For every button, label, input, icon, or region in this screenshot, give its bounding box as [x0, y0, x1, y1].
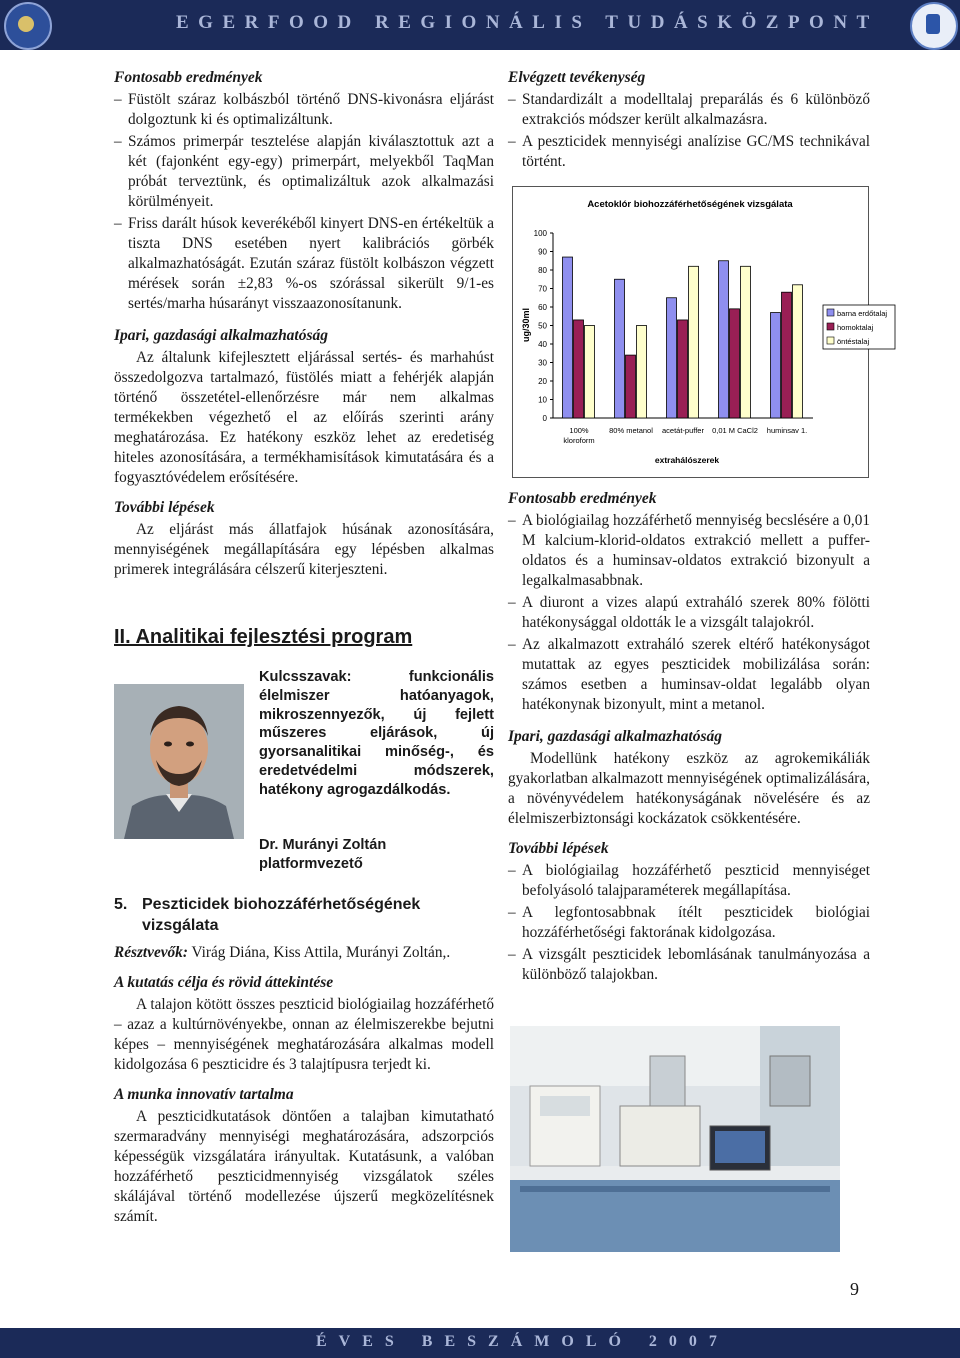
chart-legend-swatch [827, 323, 834, 330]
lab-photo [510, 1026, 840, 1252]
program-leader [259, 836, 386, 874]
chart-svg [513, 187, 888, 477]
left-next-text: Az eljárást más állatfajok húsának azonosítására, mennyiségének megállapítására egy lépésben alkalmas primerek integrálására célszerű kiterjeszteni. [114, 521, 494, 578]
page-number: 9 [850, 1279, 859, 1299]
chart-y-tick-label: 100 [533, 229, 547, 238]
done-list [508, 90, 870, 172]
chart-bar [626, 355, 636, 418]
chart-bar [741, 266, 751, 418]
chart-y-tick-label: 20 [538, 377, 547, 386]
participants-label: Résztvevők: [114, 944, 188, 961]
chart-legend-swatch [827, 337, 834, 344]
done-heading: Elvégzett tevékenység [508, 69, 646, 86]
footer-bar [0, 1328, 960, 1358]
chart-bar [678, 320, 688, 418]
chart-bar [615, 279, 625, 418]
chart-ylabel: ug/30ml [521, 307, 531, 343]
list-item: – A diuront a vizes alapú extraháló szerek 80% fölötti hatékonysággal oldották le a vizsgált talajokról. [508, 593, 870, 633]
header-title: EGERFOOD REGIONÁLIS TUDÁSKÖZPONT [176, 12, 879, 33]
chart-x-tick-label: kloroform [563, 436, 595, 445]
chart-bar [574, 320, 584, 418]
aim-heading: A kutatás célja és rövid áttekintése [114, 974, 334, 991]
chart-legend-label: barna erdőtalaj [837, 309, 888, 318]
right-column-lower [508, 489, 870, 987]
participants [114, 943, 494, 963]
chart-y-tick-label: 30 [538, 358, 547, 368]
list-item: – A legfontosabbnak ítélt peszticidek biológiai hozzáférhetőségi faktorának kidolgozása. [508, 903, 870, 943]
left-industry-text: Az általunk kifejlesztett eljárással sertés- és marhahúst összedolgozva tartalmazó, füstölés miatt a fehérjék alapján történő összetétel-ellenőrzésre már nem alkalmas termékekben végezhető el az előírás szerinti arány meghatározása. Ez hatékony eszköz lehet az eredetiség hiteles azonosítására, a termékhamisítások kimutatására és a fogyasztóvédelem erősítésére. [114, 349, 494, 486]
right-next-list [508, 861, 870, 985]
chart-y-tick-label: 80 [538, 266, 547, 275]
left-next-heading: További lépések [114, 499, 215, 516]
person-role: platformvezető [259, 855, 363, 872]
chart-x-tick-label: 0,01 M CaCl2 [712, 426, 758, 435]
list-item: – Az alkalmazott extraháló szerek eltérő hatékonyságot mutattak az egyes peszticidek mobilizálása során: számos esetben a huminsav-oldat legalább olyan hatékonynak bizonyult, mint a metanol. [508, 635, 870, 715]
chart-y-tick-label: 0 [542, 414, 547, 423]
list-item: – Friss darált húsok keverékéből kinyert DNS-en értékeltük a tiszta DNS esetében nyert kalibrációs görbék alkalmazhatóságát. Ezután száraz füstölt kolbászon végzett mérések során ±2,83 %-os szórással sikerült 9/1-es sertés/marha húsarányt visszaazonosítanunk. [114, 214, 494, 314]
left-column-upper [114, 68, 494, 580]
chart-y-tick-label: 10 [538, 395, 547, 405]
header-bar [0, 0, 960, 50]
right-industry-heading: Ipari, gazdasági alkalmazhatóság [508, 728, 723, 745]
chart-x-tick-label: huminsav 1. [766, 426, 808, 435]
chart-bar [730, 309, 740, 418]
chart-bar [782, 292, 792, 418]
chart-bar [793, 285, 803, 418]
chart-bar [563, 257, 573, 418]
chart-y-tick-label: 70 [538, 284, 547, 294]
project-title-line-2: vizsgálata [142, 917, 219, 934]
program-title: II. Analitikai fejlesztési program [114, 626, 413, 648]
list-item: – A peszticidek mennyiségi analízise GC/MS technikával történt. [508, 132, 870, 172]
chart-x-tick-label: 100% [569, 426, 589, 435]
chart-bar [771, 313, 781, 418]
chart-bar [667, 298, 677, 418]
chart-legend-swatch [827, 309, 834, 316]
university-logo-icon [4, 2, 52, 50]
chart-legend-label: homoktalaj [837, 323, 874, 332]
keywords: Kulcsszavak: funkcionális élelmiszer hatóanyagok, mikroszennyezők, új fejlett műszeres eljárások, új gyorsanalitikai minőség-, és eredetvédelmi módszerek, hatékony agrogazdálkodás. [259, 669, 494, 798]
footer-title: ÉVES BESZÁMOLÓ 2007 [316, 1333, 729, 1350]
list-item: – Standardizált a modelltalaj preparálás és 6 különböző extrakciós módszer került alkalmazásra. [508, 90, 870, 130]
left-industry-heading: Ipari, gazdasági alkalmazhatóság [114, 327, 329, 344]
right-results-heading: Fontosabb eredmények [508, 490, 657, 507]
chart-y-tick-label: 40 [538, 340, 547, 349]
chart-bar [689, 266, 699, 418]
chart-x-tick-label: acetát-puffer [662, 426, 704, 435]
list-item: – A biológiailag hozzáférhető peszticid mennyiséget befolyásoló talajparaméterek megállapítása. [508, 861, 870, 901]
left-results-list [114, 90, 494, 314]
project-number: 5. [114, 896, 128, 913]
right-industry-text: Modellünk hatékony eszköz az agrokemikáliák gyakorlatban alkalmazott mennyiségének optimalizálására, a növényvédelem hatékonyságának növelésére és az élelmiszerbiztonsági kockázatok csökkentésére. [508, 750, 870, 827]
list-item: – A vizsgált peszticidek lebomlásának tanulmányozása a különböző talajokban. [508, 945, 870, 985]
left-column-lower [114, 943, 494, 1227]
chart-bar [719, 261, 729, 418]
innovation-text: A peszticidkutatások döntően a talajban kimutatható szermaradvány mennyiségi meghatározására, adszorpciós képességük vizsgálatára irányultak. Kutatásunk, a valóban hozzáférhető peszticidmennyiség vizsgálatok széles skálájával történő modellezése újszerű megközelítésnek számít. [114, 1108, 494, 1225]
list-item: – Számos primerpár tesztelése alapján kiválasztottuk azt a két (fajonként egy-egy) primerpárt, melyekből TaqMan próbát terveztünk, és optimalizáltuk azok alkalmazási körülményeit. [114, 132, 494, 212]
chart-y-tick-label: 60 [538, 303, 547, 312]
chart-x-tick-label: 80% metanol [609, 426, 653, 435]
portrait-photo [114, 684, 244, 839]
right-results-list [508, 511, 870, 715]
chart-xlabel: extrahálószerek [654, 455, 720, 465]
acetochlor-chart [512, 186, 888, 478]
project-title-line-1: Peszticidek biohozzáférhetőségének [142, 896, 421, 913]
right-next-heading: További lépések [508, 840, 609, 857]
participants-names: Virág Diána, Kiss Attila, Murányi Zoltán,. [191, 944, 451, 961]
chart-y-tick-label: 90 [538, 247, 547, 257]
chart-bar [585, 326, 595, 419]
person-name: Dr. Murányi Zoltán [259, 837, 387, 853]
aim-text: A talajon kötött összes peszticid biológiailag hozzáférhető – azaz a kultúrnövényekbe, onnan az élelmiszerekbe bejutni képes – mennyiségének meghatározására alkalmas modell kidolgozása 6 peszticidre és 3 talajtípusra terjedt ki. [114, 996, 494, 1073]
list-item: – Füstölt száraz kolbászból történő DNS-kivonásra eljárást dolgoztunk ki és optimalizáltunk. [114, 90, 494, 130]
project-title [114, 894, 494, 936]
center-logo-icon [910, 2, 958, 50]
right-column-upper [508, 68, 870, 174]
left-results-heading: Fontosabb eredmények [114, 69, 263, 86]
innovation-heading: A munka innovatív tartalma [114, 1086, 294, 1103]
chart-title: Acetoklór biohozzáférhetőségének vizsgálata [587, 199, 793, 210]
chart-legend-label: öntéstalaj [837, 337, 870, 346]
list-item: – A biológiailag hozzáférhető mennyiség becslésére a 0,01 M kalcium-klorid-oldatos extrakció mellett a puffer-oldatos és a huminsav-oldatos extrakció bizonyult a legalkalmasabbnak. [508, 511, 870, 591]
chart-bar [637, 326, 647, 419]
chart-y-tick-label: 50 [538, 321, 547, 331]
